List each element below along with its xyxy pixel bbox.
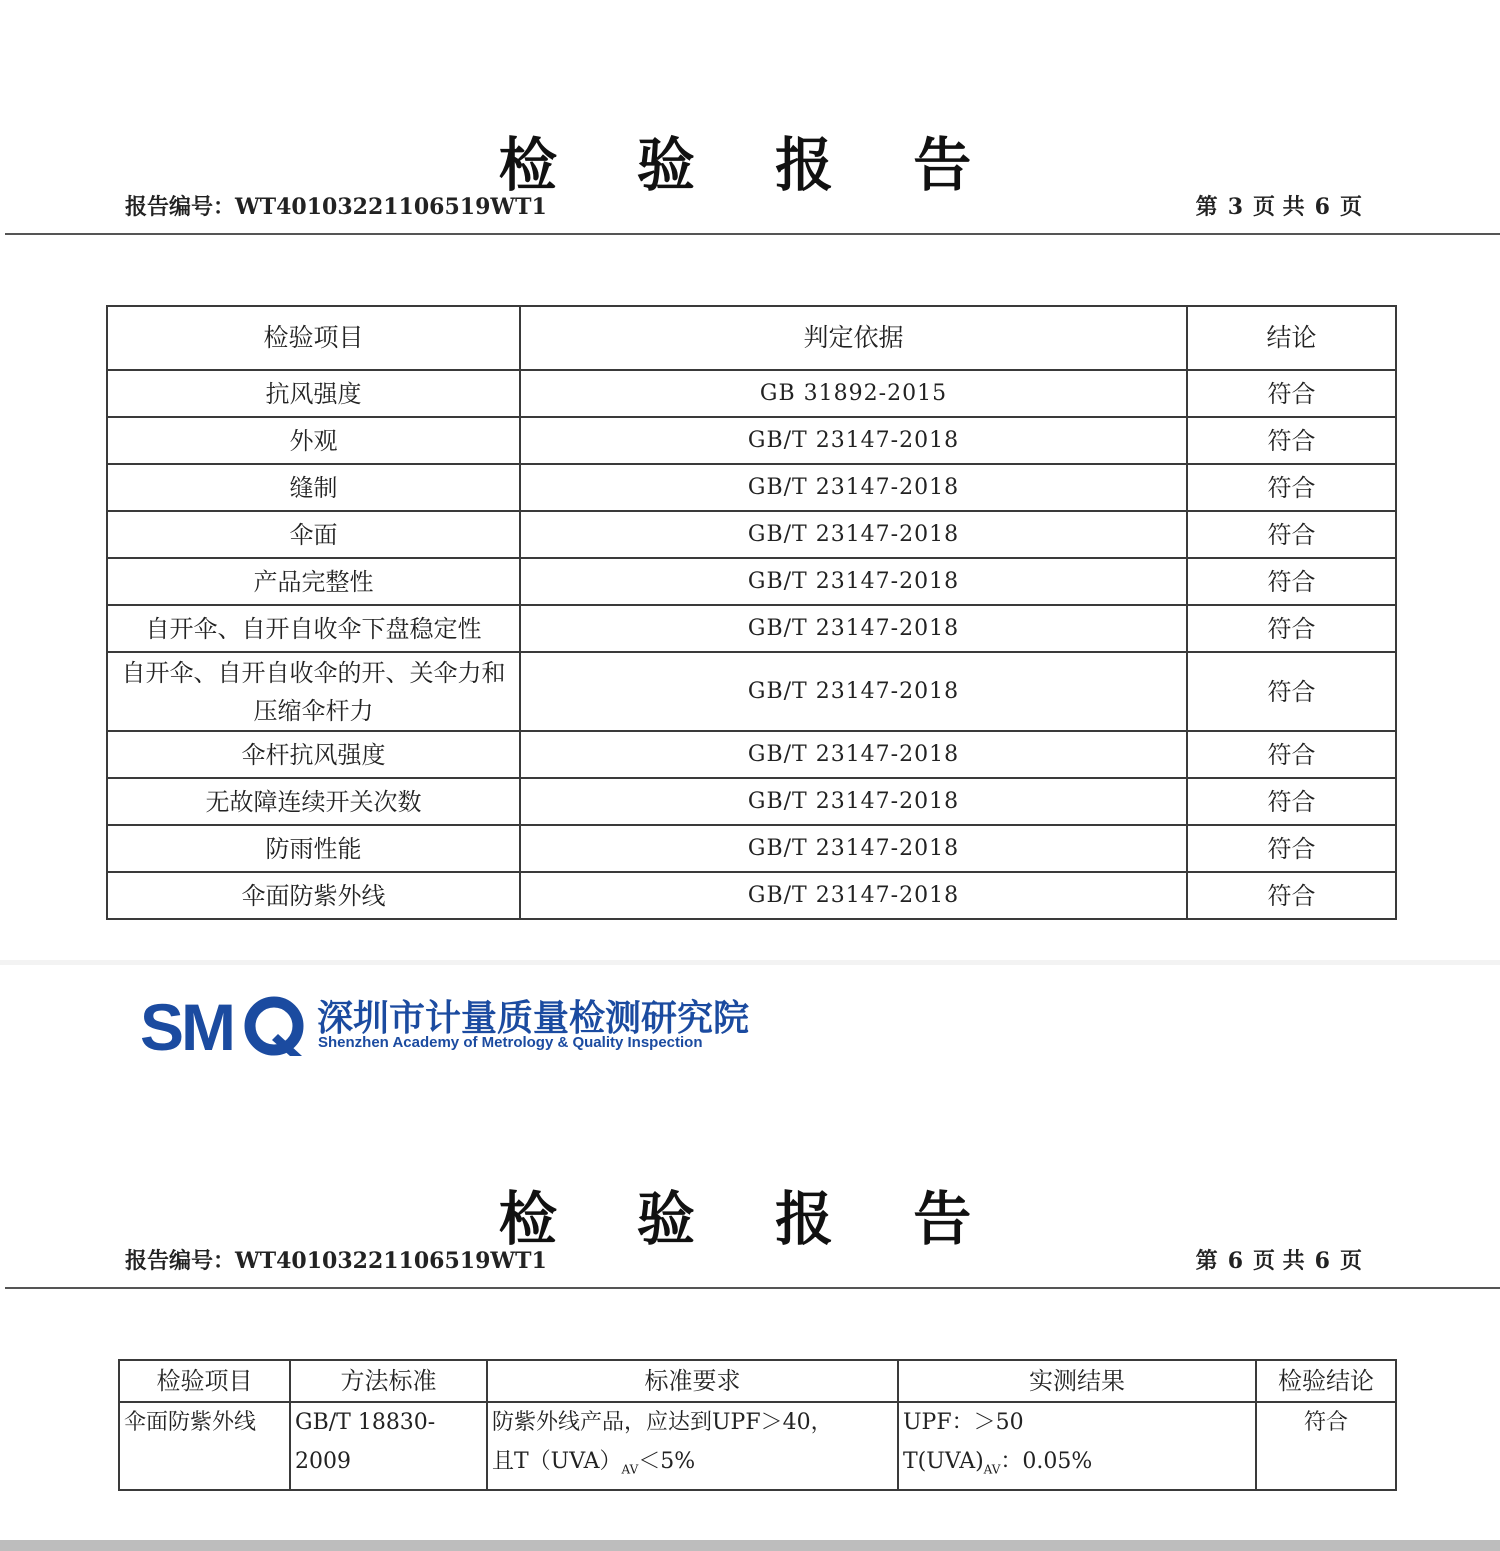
current-page: 3	[1227, 194, 1243, 220]
report-number	[125, 190, 547, 221]
result-cell: 符合	[1187, 558, 1396, 605]
item-cell: 产品完整性	[107, 558, 520, 605]
basis-cell: GB/T 23147-2018	[520, 872, 1187, 919]
column-header: 实测结果	[898, 1360, 1256, 1402]
basis-cell: GB/T 23147-2018	[520, 511, 1187, 558]
result-cell: 符合	[1187, 511, 1396, 558]
basis-cell: GB 31892-2015	[520, 370, 1187, 417]
item-cell: 伞面	[107, 511, 520, 558]
inspection-table	[106, 305, 1397, 920]
column-header: 方法标准	[290, 1360, 487, 1402]
item-cell: 抗风强度	[107, 370, 520, 417]
column-header: 检验项目	[119, 1360, 290, 1402]
item-cell: 防雨性能	[107, 825, 520, 872]
requirement-text: 且T（UVA）	[492, 1449, 622, 1474]
table-row	[107, 558, 1396, 605]
report-number-label: 报告编号：	[125, 194, 236, 220]
basis-cell: GB/T 23147-2018	[520, 652, 1187, 731]
measured-line	[903, 1442, 1251, 1489]
uv-test-table	[118, 1359, 1397, 1491]
current-page: 6	[1227, 1248, 1243, 1274]
page-indicator	[1196, 1244, 1362, 1275]
basis-cell: GB/T 23147-2018	[520, 464, 1187, 511]
basis-cell: GB/T 23147-2018	[520, 825, 1187, 872]
column-header: 检验结论	[1256, 1360, 1396, 1402]
result-cell: 符合	[1187, 872, 1396, 919]
item-cell: 自开伞、自开自收伞下盘稳定性	[107, 605, 520, 652]
method-cell	[290, 1402, 487, 1490]
item-cell-line: 自开伞、自开自收伞的开、关伞力和	[121, 658, 506, 687]
institute-name-cn: 深圳市计量质量检测研究院	[317, 998, 750, 1039]
method-line: GB/T 18830-	[295, 1410, 436, 1435]
table-row	[107, 464, 1396, 511]
table-row	[107, 825, 1396, 872]
item-cell: 外观	[107, 417, 520, 464]
page-title: 检 验 报 告	[498, 131, 1002, 199]
table-header-row	[119, 1360, 1396, 1402]
institute-name-en: Shenzhen Academy of Metrology & Quality Inspection	[318, 1034, 703, 1051]
basis-cell: GB/T 23147-2018	[520, 558, 1187, 605]
smq-logo-mark	[140, 994, 310, 1058]
basis-cell: GB/T 23147-2018	[520, 778, 1187, 825]
result-cell: 符合	[1187, 778, 1396, 825]
smq-logo	[140, 990, 780, 1060]
table-row	[107, 872, 1396, 919]
total-pages: 6	[1314, 194, 1330, 220]
basis-cell: GB/T 23147-2018	[520, 605, 1187, 652]
requirement-cell	[487, 1402, 898, 1490]
item-cell	[107, 652, 520, 731]
column-header: 检验项目	[107, 306, 520, 370]
page-indicator	[1196, 190, 1362, 221]
subscript: AV	[621, 1462, 639, 1477]
result-cell: 符合	[1187, 417, 1396, 464]
column-header: 判定依据	[520, 306, 1187, 370]
measured-line: UPF：＞50	[903, 1410, 1024, 1435]
measured-cell	[898, 1402, 1256, 1490]
conclusion-cell: 符合	[1256, 1402, 1396, 1490]
table-row	[107, 417, 1396, 464]
requirement-line	[492, 1442, 893, 1489]
cropped-header-remnant	[150, 0, 770, 4]
page-label: 页	[1339, 1248, 1362, 1274]
result-cell: 符合	[1187, 464, 1396, 511]
column-header: 结论	[1187, 306, 1396, 370]
page-label: 页	[1339, 194, 1362, 220]
table-row	[107, 731, 1396, 778]
table-row	[119, 1402, 1396, 1490]
basis-cell: GB/T 23147-2018	[520, 731, 1187, 778]
item-cell: 缝制	[107, 464, 520, 511]
result-cell: 符合	[1187, 652, 1396, 731]
report-number-value: WT40103221106519WT1	[235, 1248, 547, 1274]
item-cell: 伞杆抗风强度	[107, 731, 520, 778]
table-row	[107, 511, 1396, 558]
subscript: AV	[983, 1462, 1001, 1477]
bottom-border	[0, 1540, 1500, 1551]
requirement-line: 防紫外线产品，应达到UPF＞40，	[492, 1410, 833, 1435]
table-row	[107, 652, 1396, 731]
page-title: 检 验 报 告	[498, 1185, 1002, 1253]
result-cell: 符合	[1187, 370, 1396, 417]
measured-text: T(UVA)	[903, 1449, 984, 1474]
table-header-row	[107, 306, 1396, 370]
header-rule	[5, 1287, 1500, 1289]
item-cell: 伞面防紫外线	[107, 872, 520, 919]
page-label: 第	[1195, 1248, 1218, 1274]
page-label: 第	[1195, 194, 1218, 220]
table-row	[107, 605, 1396, 652]
result-cell: 符合	[1187, 605, 1396, 652]
svg-text:SM: SM	[140, 994, 233, 1058]
result-cell: 符合	[1187, 825, 1396, 872]
measured-text: ：0.05%	[1000, 1449, 1093, 1474]
report-number	[125, 1244, 547, 1275]
header-rule	[5, 233, 1500, 235]
total-pages: 6	[1314, 1248, 1330, 1274]
requirement-text: ＜5%	[638, 1449, 696, 1474]
basis-cell: GB/T 23147-2018	[520, 417, 1187, 464]
item-cell: 伞面防紫外线	[119, 1402, 290, 1490]
result-cell: 符合	[1187, 731, 1396, 778]
method-line: 2009	[295, 1449, 351, 1474]
item-cell-line: 压缩伞杆力	[253, 696, 374, 725]
table-row	[107, 370, 1396, 417]
page-label: 页 共	[1253, 1248, 1305, 1274]
table-row	[107, 778, 1396, 825]
item-cell: 无故障连续开关次数	[107, 778, 520, 825]
page-label: 页 共	[1253, 194, 1305, 220]
column-header: 标准要求	[487, 1360, 898, 1402]
report-number-label: 报告编号：	[125, 1248, 236, 1274]
report-number-value: WT40103221106519WT1	[235, 194, 547, 220]
